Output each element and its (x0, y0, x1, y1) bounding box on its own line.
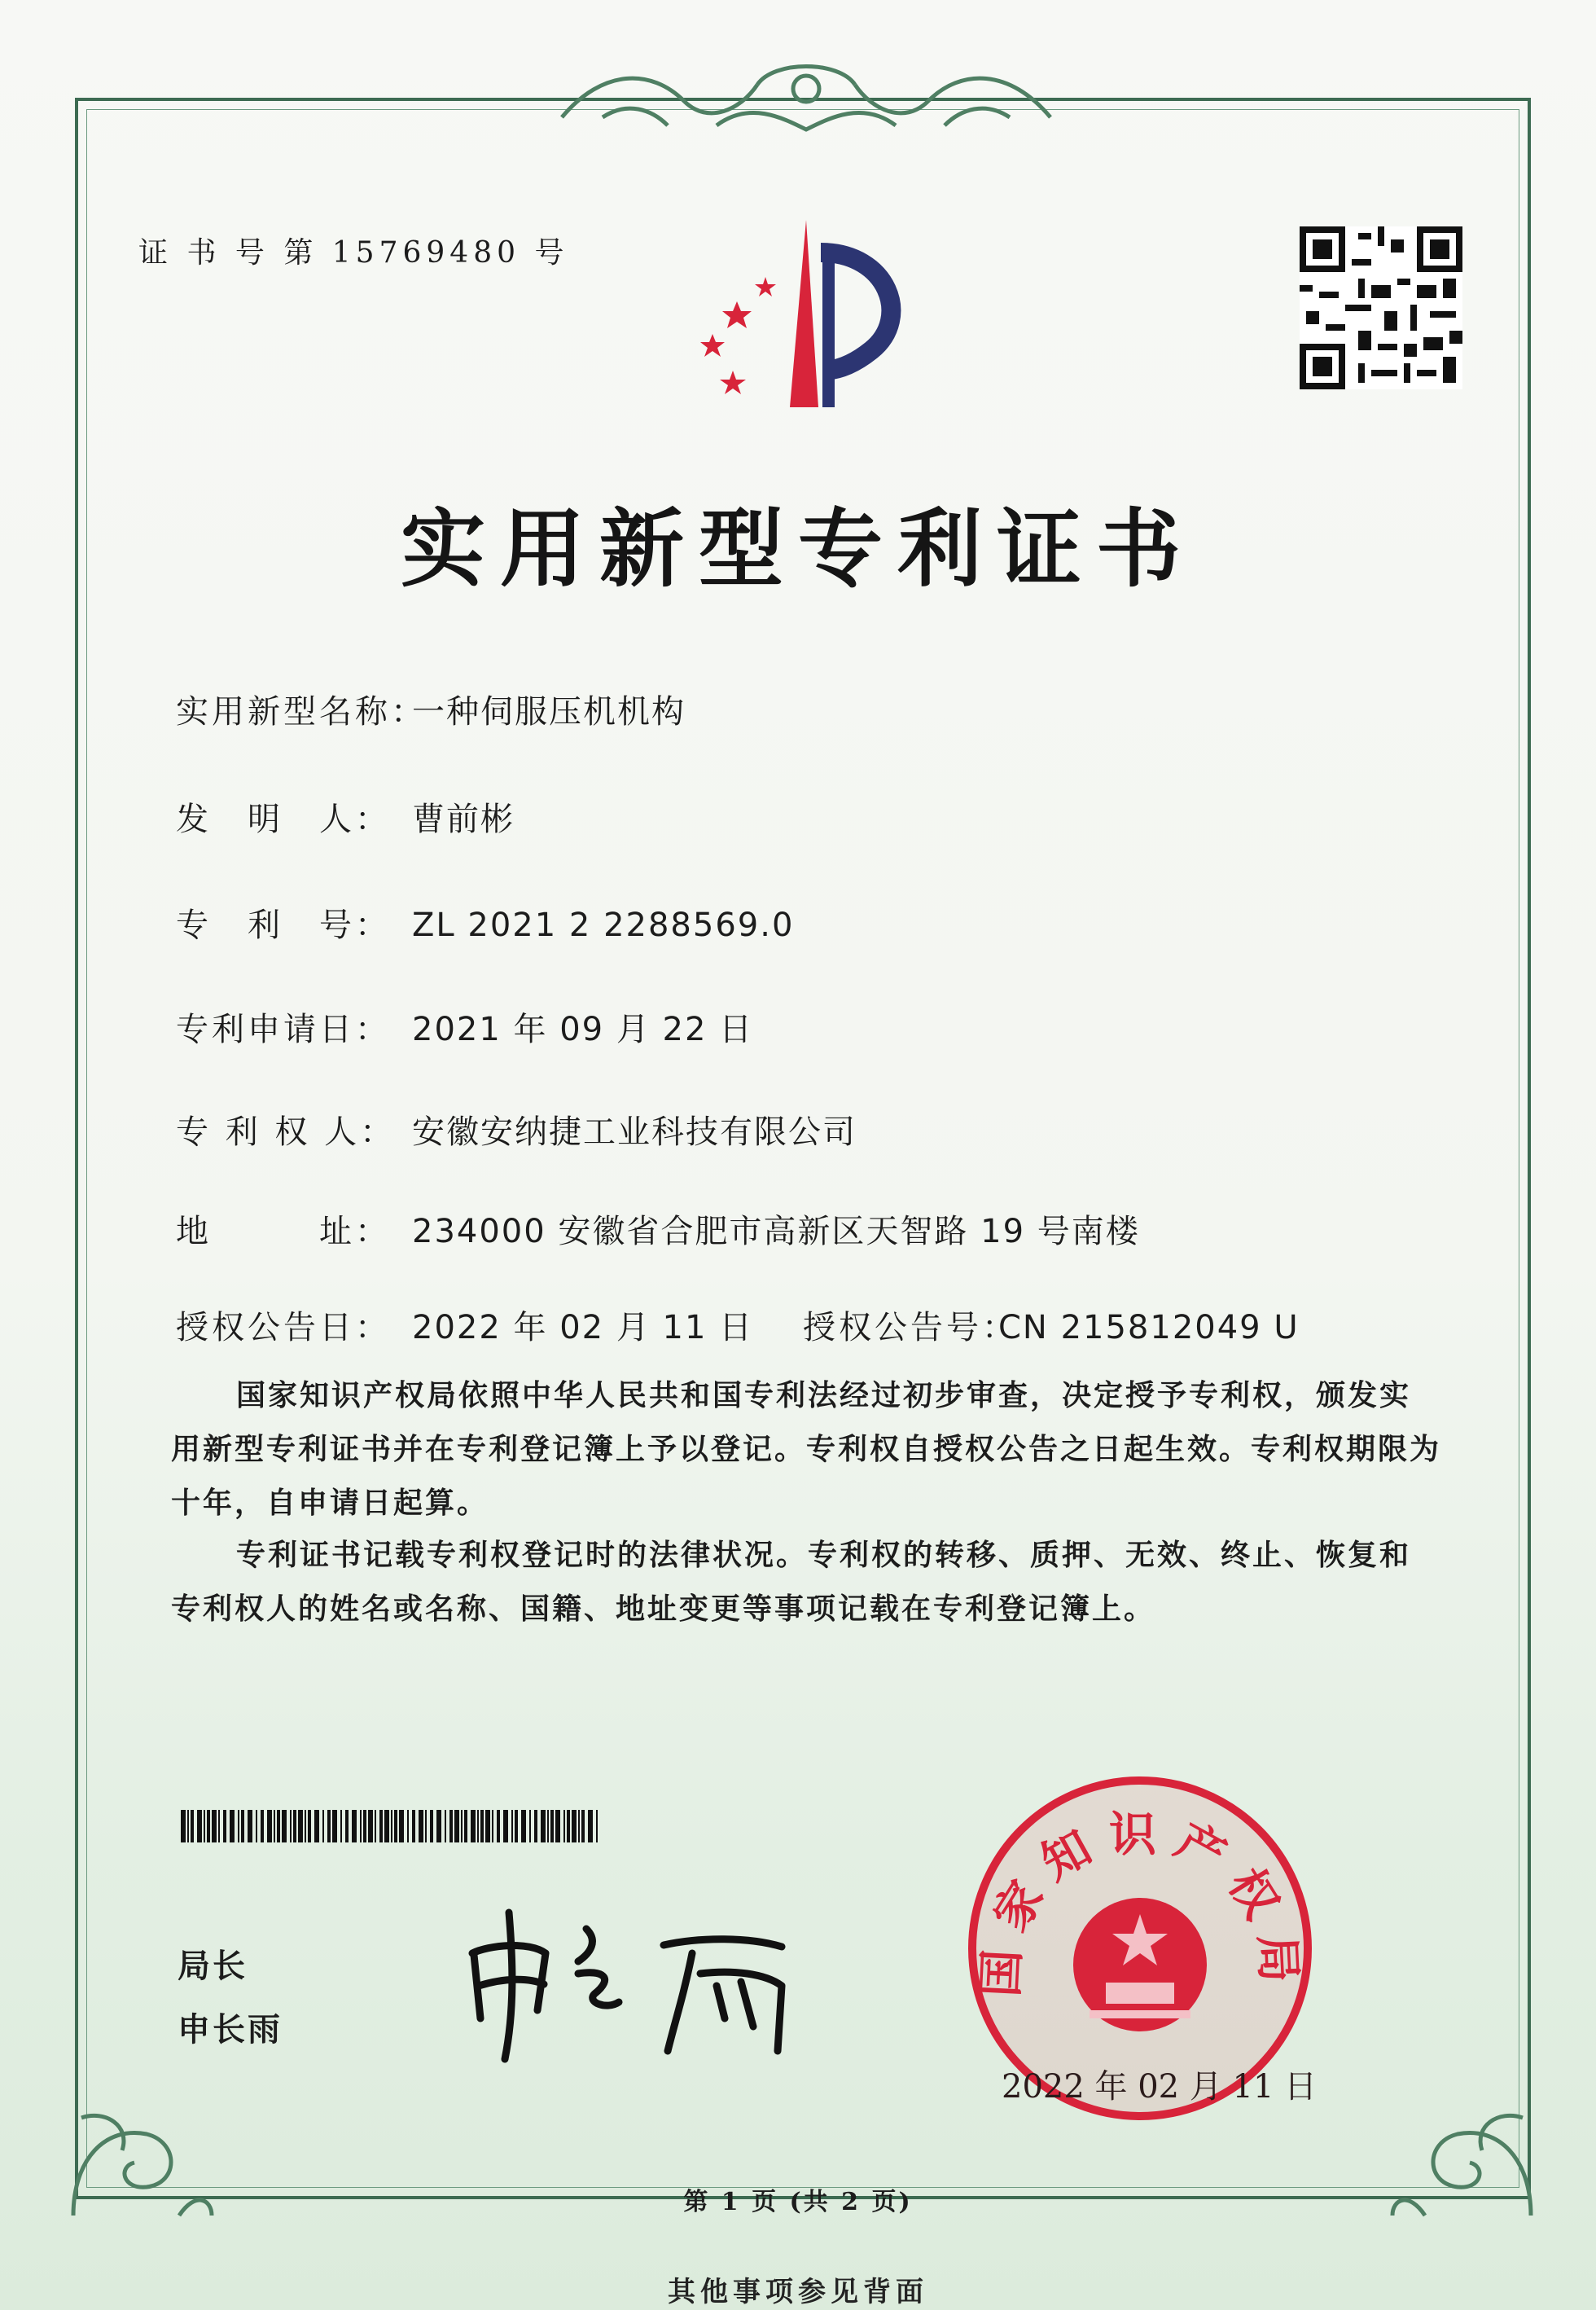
footer-note: 其他事项参见背面 (668, 2276, 928, 2308)
field-value: 234000 安徽省合肥市高新区天智路 19 号南楼 (412, 1213, 1140, 1250)
field-patentee (176, 1106, 857, 1153)
legal-paragraph: 专利证书记载专利权登记时的法律状况。专利权的转移、质押、无效、终止、恢复和专利权人的姓名或名称、国籍、地址变更等事项记载在专利登记簿上。 (171, 1538, 1412, 1626)
field-grant-date (176, 1302, 753, 1348)
field-announcement-number (803, 1302, 1300, 1348)
field-value: CN 215812049 U (998, 1309, 1300, 1346)
field-label: 发 明 人： (176, 801, 391, 838)
field-label: 专利申请日： (176, 1011, 391, 1048)
field-model-name (176, 686, 686, 732)
field-value: 2022 年 02 月 11 日 (412, 1309, 754, 1346)
field-inventor (176, 793, 515, 840)
field-label: 专 利 权 人： (176, 1113, 397, 1151)
field-value: 2021 年 09 月 22 日 (412, 1011, 754, 1048)
field-address (176, 1206, 1140, 1252)
field-value: 一种伺服压机机构 (412, 693, 686, 731)
field-application-date (176, 1003, 753, 1050)
top-ornament (554, 52, 1059, 142)
svg-text:国家知识产权局: 国家知识产权局 (972, 1807, 1308, 1999)
certificate-title: 实用新型专利证书 (400, 499, 1195, 599)
certificate-number: 证 书 号 第 15769480 号 (138, 236, 569, 270)
director-name: 申长雨 (178, 2011, 283, 2049)
field-label: 授权公告号： (803, 1309, 1018, 1346)
field-value: 安徽安纳捷工业科技有限公司 (412, 1113, 857, 1151)
field-label: 实用新型名称： (176, 693, 427, 731)
barcode (181, 1810, 603, 1842)
qr-code (1300, 226, 1462, 389)
field-value: 曹前彬 (412, 801, 515, 838)
director-signature (456, 1896, 814, 2067)
seal-date: 2022 年 02 月 11 日 (1002, 2068, 1318, 2106)
field-label: 专 利 号： (176, 907, 391, 944)
field-patent-number (176, 899, 794, 946)
cnipa-logo (676, 220, 936, 415)
field-label: 地 址： (176, 1213, 391, 1250)
legal-paragraph: 国家知识产权局依照中华人民共和国专利法经过初步审查，决定授予专利权，颁发实用新型专利证书并在专利登记簿上予以登记。专利权自授权公告之日起生效。专利权期限为十年，自申请日起算。 (171, 1378, 1442, 1520)
field-label: 授权公告日： (176, 1309, 391, 1346)
director-title: 局长 (178, 1948, 248, 1985)
page-number: 第 1 页 (共 2 页) (683, 2188, 913, 2216)
field-value: ZL 2021 2 2288569.0 (412, 907, 795, 944)
